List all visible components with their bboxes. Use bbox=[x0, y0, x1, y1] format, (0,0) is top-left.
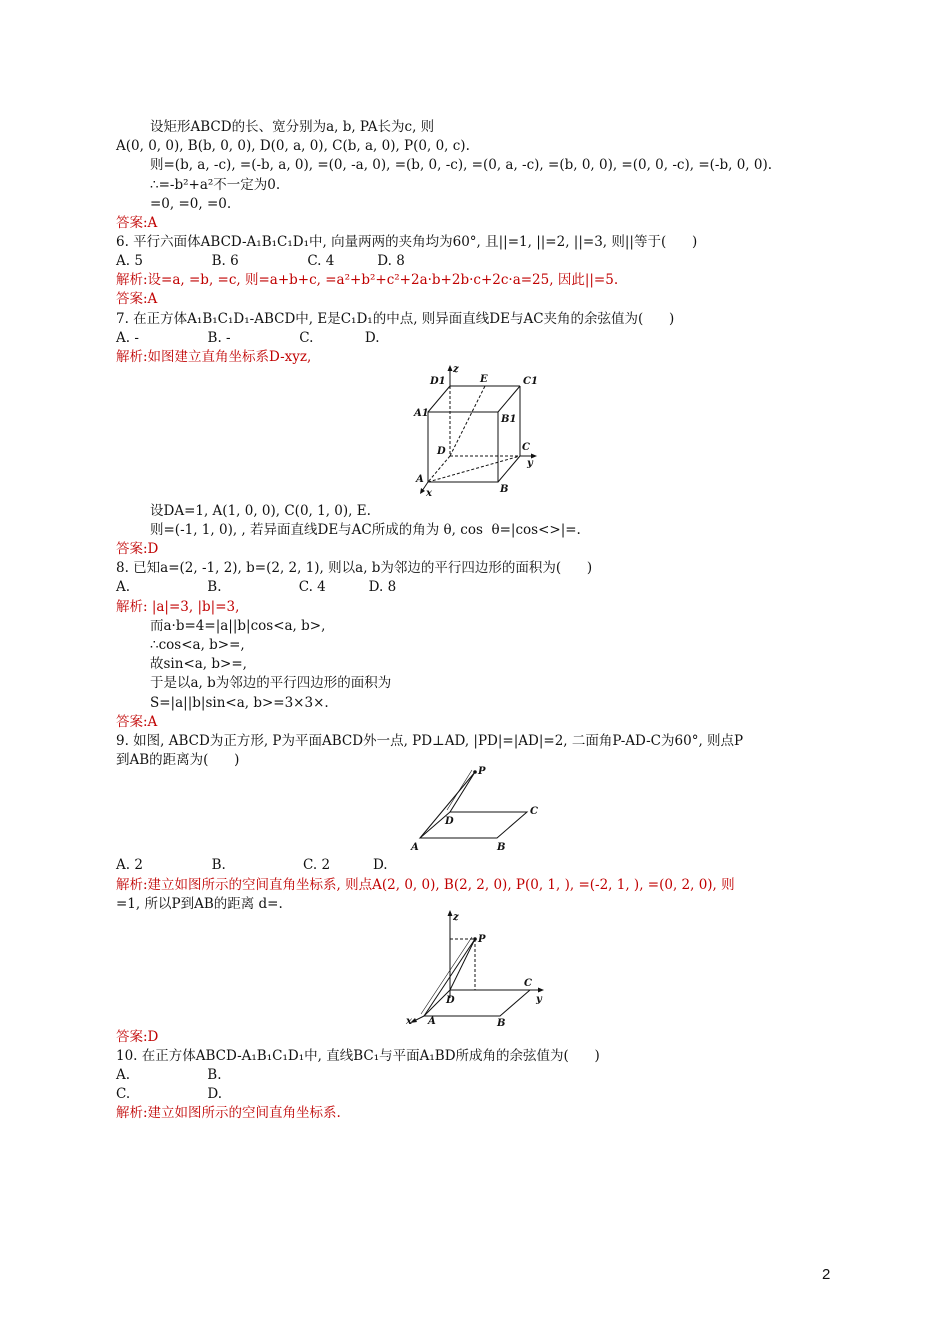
cube-label-b: B bbox=[500, 484, 509, 495]
cube-label-d1: D1 bbox=[430, 376, 446, 387]
text-line: 于是以a, b为邻边的平行四边形的面积为 bbox=[150, 675, 392, 691]
text-line: 解析:设=a, =b, =c, 则=a+b+c, =a²+b²+c²+2a·b+2b·c+2c·a=25, 因此||=5. bbox=[116, 272, 619, 288]
cube-label-c1: C1 bbox=[523, 376, 538, 387]
coord-label-a: A bbox=[428, 1016, 436, 1026]
text-line: S=|a||b|sin<a, b>=3×3×. bbox=[150, 695, 329, 711]
cube-label-c: C bbox=[522, 442, 530, 453]
text-line: C. D. bbox=[116, 1086, 223, 1102]
text-line: 解析:建立如图所示的空间直角坐标系, 则点A(2, 0, 0), B(2, 2, 0), P(0, 1, ), =(-2, 1, ), =(0, 2, 0), 则 bbox=[116, 877, 735, 893]
text-line: 6. 平行六面体ABCD-A₁B₁C₁D₁中, 向量两两的夹角均为60°, 且||=1, ||=2, ||=3, 则||等于( ) bbox=[116, 234, 698, 250]
pyramid-label-b: B bbox=[497, 842, 506, 853]
text-line: ∴cos<a, b>=, bbox=[150, 637, 245, 653]
text-line: A. - B. - C. D. bbox=[116, 330, 380, 346]
coordinate-pyramid-figure bbox=[402, 908, 552, 1026]
text-line: 设矩形ABCD的长、宽分别为a, b, PA长为c, 则 bbox=[150, 119, 435, 135]
coord-label-y: y bbox=[536, 994, 542, 1005]
text-line: 答案:A bbox=[116, 714, 158, 730]
text-line: 答案:A bbox=[116, 215, 158, 231]
text-line: 设DA=1, A(1, 0, 0), C(0, 1, 0), E. bbox=[150, 503, 371, 519]
text-line: 解析: |a|=3, |b|=3, bbox=[116, 599, 240, 615]
coord-label-x: x bbox=[406, 1016, 412, 1026]
cube-label-a1: A1 bbox=[414, 408, 429, 419]
text-line: A(0, 0, 0), B(b, 0, 0), D(0, a, 0), C(b, a, 0), P(0, 0, c). bbox=[116, 138, 470, 154]
cube-label-z: z bbox=[453, 364, 459, 375]
text-line: 答案:A bbox=[116, 291, 158, 307]
text-line: 则=(-1, 1, 0), , 若异面直线DE与AC所成的角为 θ, cos θ=|cos<>|=. bbox=[150, 522, 581, 538]
text-line: 则=(b, a, -c), =(-b, a, 0), =(0, -a, 0), =(b, 0, -c), =(0, a, -c), =(b, 0, 0), =(0, 0, -c), =(-b, 0, 0). bbox=[150, 157, 773, 173]
text-line: 7. 在正方体A₁B₁C₁D₁-ABCD中, E是C₁D₁的中点, 则异面直线DE与AC夹角的余弦值为( ) bbox=[116, 311, 675, 327]
cube-label-d: D bbox=[437, 446, 446, 457]
coord-label-b: B bbox=[497, 1018, 506, 1026]
text-line: 9. 如图, ABCD为正方形, P为平面ABCD外一点, PD⊥AD, |PD|=|AD|=2, 二面角P-AD-C为60°, 则点P bbox=[116, 733, 744, 749]
pyramid-label-a: A bbox=[411, 842, 419, 853]
text-line: 故sin<a, b>=, bbox=[150, 656, 247, 672]
text-line: =0, =0, =0. bbox=[150, 196, 232, 212]
pyramid-figure bbox=[405, 764, 545, 856]
cube-label-a: A bbox=[416, 474, 424, 485]
page-number: 2 bbox=[822, 1266, 831, 1283]
cube-label-b1: B1 bbox=[501, 414, 517, 425]
pyramid-label-d: D bbox=[445, 816, 454, 827]
cube-label-e: E bbox=[480, 374, 488, 385]
cube-label-y: y bbox=[527, 458, 533, 469]
text-line: 到AB的距离为( ) bbox=[116, 752, 240, 768]
cube-figure bbox=[410, 364, 540, 499]
text-line: 8. 已知a=(2, -1, 2), b=(2, 2, 1), 则以a, b为邻边的平行四边形的面积为( ) bbox=[116, 560, 593, 576]
text-line: A. B. C. 4 D. 8 bbox=[116, 579, 397, 595]
text-line: 解析:如图建立直角坐标系D-xyz, bbox=[116, 349, 312, 365]
coord-label-z: z bbox=[453, 912, 459, 923]
cube-label-x: x bbox=[426, 488, 432, 499]
pyramid-label-c: C bbox=[530, 806, 538, 817]
text-line: 答案:D bbox=[116, 541, 159, 557]
text-line: A. 2 B. C. 2 D. bbox=[116, 857, 388, 873]
text-line: 答案:D bbox=[116, 1029, 159, 1045]
pyramid-label-p: P bbox=[478, 766, 486, 777]
text-line: A. 5 B. 6 C. 4 D. 8 bbox=[116, 253, 405, 269]
coord-label-p: P bbox=[478, 934, 486, 945]
coord-label-d: D bbox=[446, 995, 455, 1006]
text-line: 而a·b=4=|a||b|cos<a, b>, bbox=[150, 618, 326, 634]
text-line: =1, 所以P到AB的距离 d=. bbox=[116, 896, 283, 912]
text-line: 10. 在正方体ABCD-A₁B₁C₁D₁中, 直线BC₁与平面A₁BD所成角的余弦值为( ) bbox=[116, 1048, 600, 1064]
coord-label-c: C bbox=[524, 978, 532, 989]
text-line: A. B. bbox=[116, 1067, 222, 1083]
text-line: 解析:建立如图所示的空间直角坐标系. bbox=[116, 1105, 341, 1121]
text-line: ∴=-b²+a²不一定为0. bbox=[150, 177, 281, 193]
